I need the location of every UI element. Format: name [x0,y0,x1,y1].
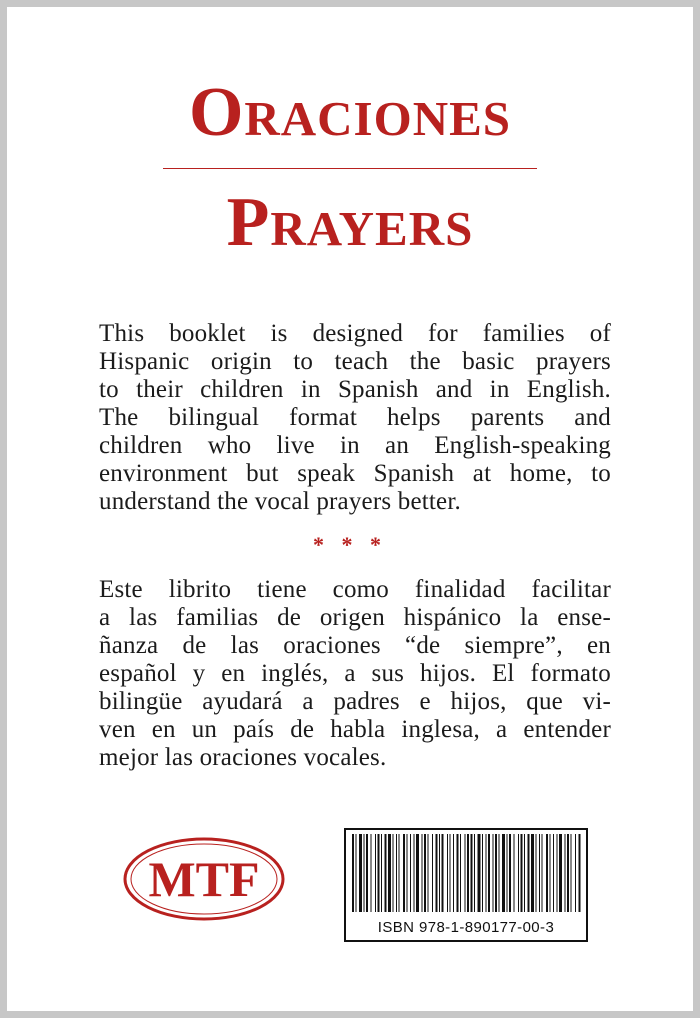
english-description [99,320,611,516]
english-line: Hispanic origin to teach the basic prayers [99,348,611,375]
english-line: The bilingual format helps parents and [99,404,611,431]
english-line: This booklet is designed for families of [99,320,611,347]
barcode-bars-icon [348,834,584,912]
spanish-description [99,576,611,772]
spanish-line: mejor las oraciones vocales. [99,744,387,771]
english-line: to their children in Spanish and in English. [99,376,611,403]
english-line: children who live in an English-speaking [99,432,611,459]
section-separator: * * * [313,532,387,557]
english-line: understand the vocal prayers better. [99,488,461,515]
title-spanish: Oraciones [188,74,512,151]
spanish-line: bilingüe ayudará a padres e hijos, que vi- [99,688,611,715]
english-line: environment but speak Spanish at home, to [99,460,611,487]
isbn-label: ISBN 978-1-890177-00-3 [377,919,555,936]
publisher-logo [122,836,286,922]
title-divider [163,168,537,169]
title-english: Prayers [226,184,474,261]
spanish-line: Este librito tiene como finalidad facilitar [99,576,611,603]
spanish-line: español y en inglés, a sus hijos. El formato [99,660,611,687]
isbn-barcode [344,828,588,942]
spanish-line: ñanza de las oraciones “de siempre”, en [99,632,611,659]
spanish-line: ven en un país de habla inglesa, a entender [99,716,611,743]
spanish-line: a las familias de origen hispánico la ense- [99,604,611,631]
logo-lettering: MTF [148,851,260,907]
mtf-logo-icon [122,836,286,922]
